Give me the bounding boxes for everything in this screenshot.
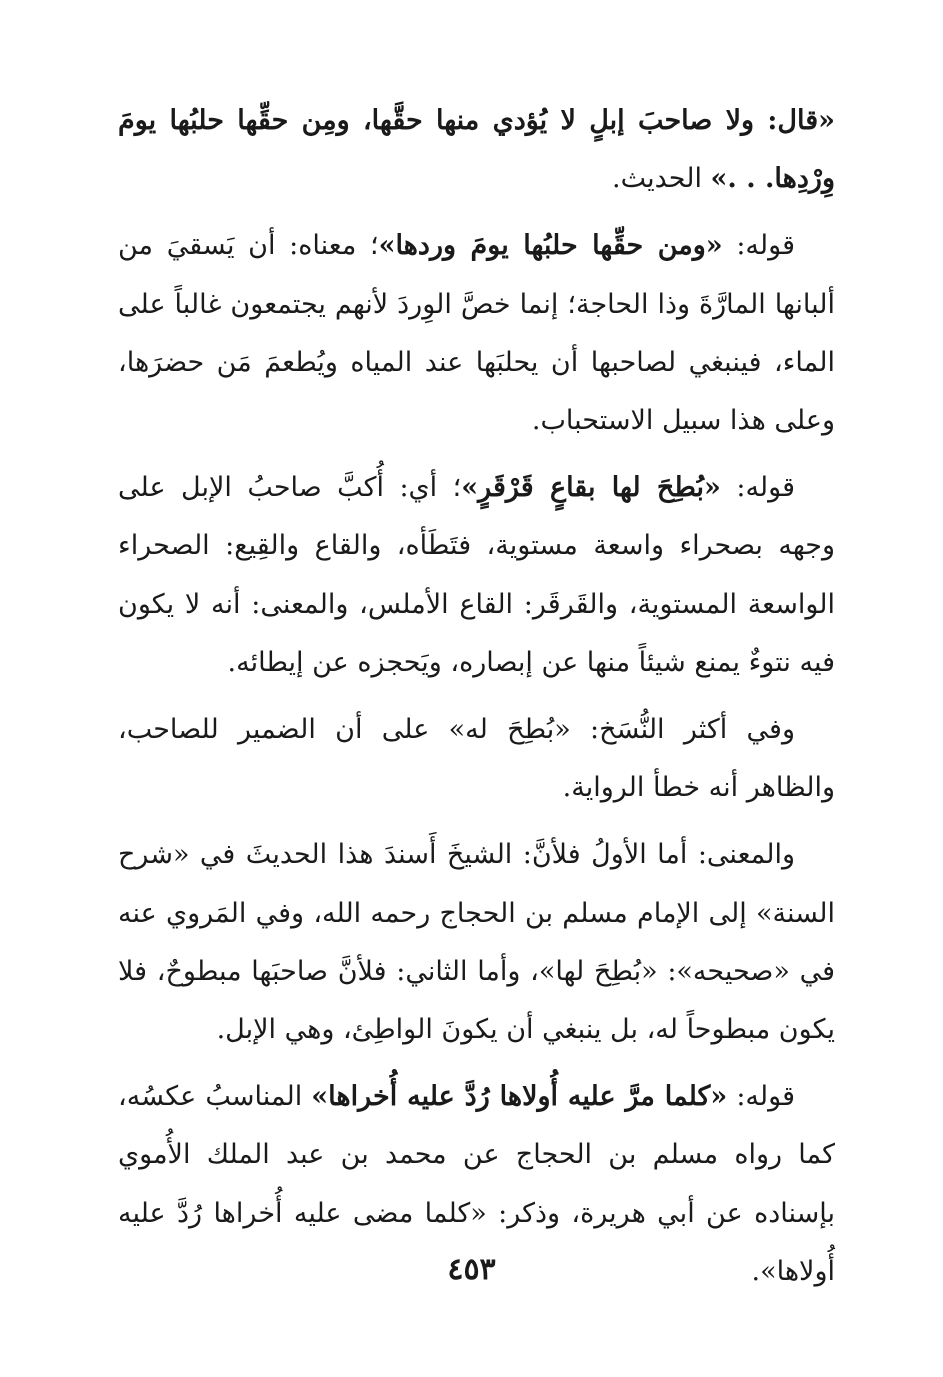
paragraph-milking-explanation	[118, 217, 835, 450]
commentary-text: وفي أكثر النُّسَخ: «بُطِحَ له» على أن الضمير للصاحب، والظاهر أنه خطأ الرواية.	[118, 714, 835, 804]
quoted-phrase: «ومن حقِّها حلبُها يومَ وردها»	[378, 230, 723, 262]
paragraph-manuscripts-note	[118, 701, 835, 817]
page-body	[118, 92, 835, 1301]
commentary-text: والمعنى: أما الأولُ فلأنَّ: الشيخَ أَسندَ هذا الحديثَ في «شرح السنة» إلى الإمام مسلم بن الحجاج رحمه الله، وفي المَروي عنه في «صحيحه»: «بُطِحَ لها»، وأما الثاني: فلأنَّ صاحبَها مبطوحٌ، فلا يكون مبطوحاً له، بل ينبغي أن يكونَ الواطِئ، وهي الإبل.	[118, 839, 835, 1046]
paragraph-meaning	[118, 826, 835, 1059]
commentary-text: المناسبُ عكسُه، كما رواه مسلم بن الحجاج عن محمد بن عبد الملك الأُموي بإسناده عن أبي هريرة، وذكر: «كلما مضى عليه أُخراها رُدَّ عليه أُولاها».	[118, 1081, 835, 1287]
lead-word: قوله:	[722, 230, 795, 262]
quoted-phrase: «بُطِحَ لها بقاعٍ قَرْقَرٍ»	[461, 472, 721, 504]
paragraph-hadith	[118, 92, 835, 208]
paragraph-qarqar-explanation	[118, 459, 835, 692]
lead-word: قوله:	[727, 1081, 795, 1113]
quoted-phrase: «كلما مرَّ عليه أُولاها رُدَّ عليه أُخراها»	[311, 1081, 728, 1113]
page-number: ٤٥٣	[447, 1252, 496, 1287]
commentary-text: ؛ أي: أُكبَّ صاحبُ الإبل على وجهه بصحراء واسعة مستوية، فتَطَأه، والقاع والقِيع: الصحراء الواسعة المستوية، والقَرقَر: القاع الأملس، والمعنى: أنه لا يكون فيه نتوءٌ يمنع شيئاً منها عن إبصاره، ويَحجزه عن إيطائه.	[118, 472, 835, 678]
commentary-text: ؛ معناه: أن يَسقيَ من ألبانها المارَّةَ وذا الحاجة؛ إنما خصَّ الوِردَ لأنهم يجتمعون غالباً على الماء، فينبغي لصاحبها أن يحلبَها عند المياه ويُطعمَ مَن حضرَها، وعلى هذا سبيل الاستحباب.	[118, 230, 835, 437]
lead-word: قوله:	[720, 472, 795, 504]
hadith-suffix: الحديث.	[612, 163, 711, 195]
hadith-quote: «قال: ولا صاحبَ إبلٍ لا يُؤدي منها حقَّها، ومِن حقِّها حلبُها يومَ وِرْدِها. . .»	[118, 105, 835, 195]
